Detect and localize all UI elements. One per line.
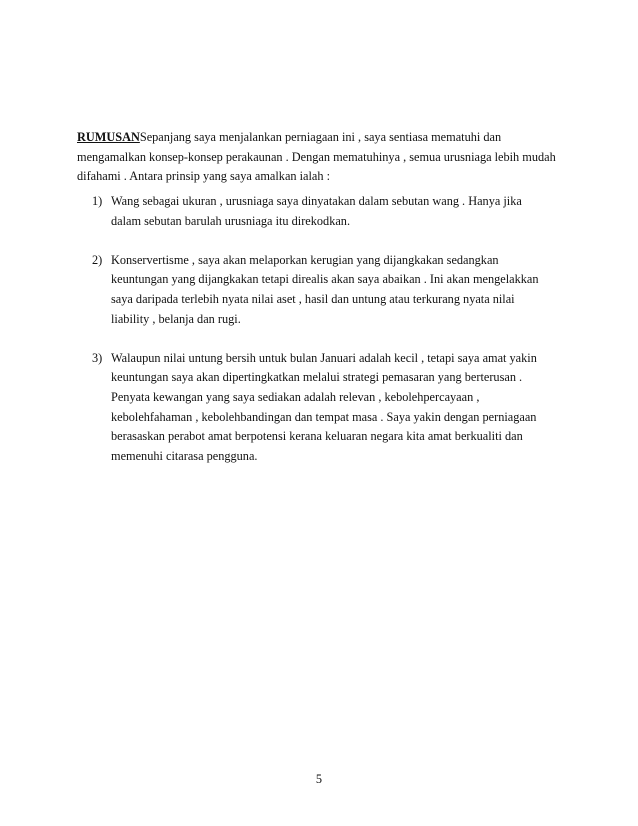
page-number: 5 [315, 772, 323, 786]
intro-text: Sepanjang saya menjalankan perniagaan ini , saya sentiasa mematuhi dan mengamalkan konsep-konsep perakaunan . Dengan mematuhinya , semua urusniaga lebih mudah difahami . Antara prinsip yang saya amalkan ialah : [77, 130, 556, 184]
intro-paragraph [77, 128, 569, 187]
principles-list [93, 192, 553, 486]
list-item-number: 2) [92, 252, 103, 267]
list-item-number: 1) [92, 194, 103, 208]
list-item-text: Konservertisme , saya akan melaporkan kerugian yang dijangkakan sedangkan keuntungan yang dijangkakan tetapi direalis akan saya abaikan . Ini akan mengelakkan saya daripada terlebih nyata nilai aset , hasil dan untung atau terkurang nyata nilai liability , belanja dan rugi. [111, 252, 539, 326]
list-item [93, 251, 553, 329]
list-item-number: 3) [92, 350, 103, 365]
list-item-text: Wang sebagai ukuran , urusniaga saya dinyatakan dalam sebutan wang . Hanya jika dalam sebutan barulah urusniaga itu direkodkan. [111, 194, 522, 228]
section-heading: RUMUSAN [77, 130, 140, 144]
list-item [93, 349, 553, 467]
list-item-text: Walaupun nilai untung bersih untuk bulan Januari adalah kecil , tetapi saya amat yakin keuntungan saya akan dipertingkatkan melalui strategi pemasaran yang berterusan . Penyata kewangan yang saya sediakan adalah relevan , kebolehpercayaan , kebolehfahaman , kebolehbandingan dan tempat masa . Saya yakin dengan perniagaan berasaskan perabot amat berpotensi kerana keluaran negara kita amat berkualiti dan memenuhi citarasa pengguna. [111, 350, 537, 463]
list-item [93, 192, 553, 231]
